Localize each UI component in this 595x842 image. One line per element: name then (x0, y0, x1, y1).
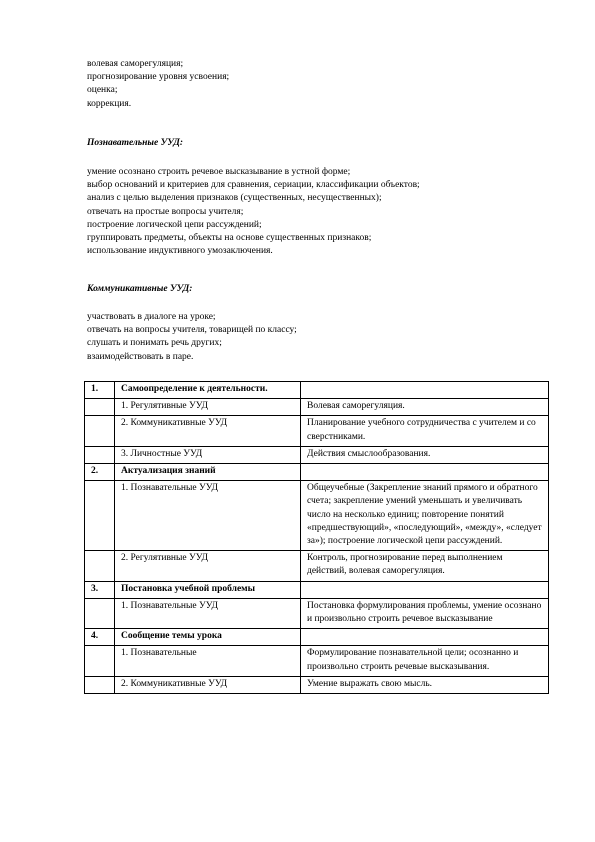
list-item: участвовать в диалоге на уроке; (87, 312, 216, 322)
list-item: оценка; (87, 85, 118, 96)
table-cell-empty (85, 481, 115, 551)
table-cell-empty (301, 629, 549, 646)
intro-list (87, 58, 229, 111)
uud-name: 3. Личностные УУД (115, 446, 301, 463)
list-item: слушать и понимать речь других; (87, 338, 222, 349)
stage-number: 4. (85, 629, 115, 646)
communicative-list (87, 311, 297, 364)
table-cell-empty (85, 416, 115, 446)
cognitive-list (87, 166, 420, 258)
table-row (85, 551, 549, 581)
cognitive-heading: Познавательные УУД: (87, 138, 184, 148)
communicative-heading: Коммуникативные УУД: (87, 284, 193, 294)
uud-name: 2. Коммуникативные УУД (115, 416, 301, 446)
table-cell-empty (85, 551, 115, 581)
uud-description: Умение выражать свою мысль. (301, 676, 549, 693)
list-item: взаимодействовать в паре. (87, 351, 194, 362)
table-cell-empty (85, 446, 115, 463)
stage-number: 1. (85, 382, 115, 399)
uud-name: 1. Познавательные (115, 646, 301, 676)
table-row (85, 382, 549, 399)
list-item: отвечать на вопросы учителя, товарищей по классу; (87, 325, 297, 336)
table-row (85, 598, 549, 628)
uud-description: Постановка формулирования проблемы, умение осознано и произвольно строить речевое высказывание (301, 598, 549, 628)
list-item: анализ с целью выделения признаков (существенных, несущественных); (87, 193, 382, 204)
table-cell-empty (301, 581, 549, 598)
stage-number: 3. (85, 581, 115, 598)
table-cell-empty (85, 676, 115, 693)
table-cell-empty (85, 399, 115, 416)
uud-description: Планирование учебного сотрудничества с учителем и со сверстниками. (301, 416, 549, 446)
uud-name: 1. Регулятивные УУД (115, 399, 301, 416)
uud-description: Волевая саморегуляция. (301, 399, 549, 416)
uud-name: 2. Регулятивные УУД (115, 551, 301, 581)
table-cell-empty (85, 598, 115, 628)
list-item: использование индуктивного умозаключения. (87, 246, 273, 257)
uud-description: Контроль, прогнозирование перед выполнением действий, волевая саморегуляция. (301, 551, 549, 581)
list-item: выбор оснований и критериев для сравнения, сериации, классификации объектов; (87, 180, 420, 191)
stage-number: 2. (85, 464, 115, 481)
table-row (85, 581, 549, 598)
uud-description: Действия смыслообразования. (301, 446, 549, 463)
table-row (85, 676, 549, 693)
table-cell-empty (301, 464, 549, 481)
list-item: волевая саморегуляция; (87, 59, 184, 69)
table-row (85, 416, 549, 446)
stage-title: Самоопределение к деятельности. (115, 382, 301, 399)
list-item: коррекция. (87, 98, 132, 109)
list-item: отвечать на простые вопросы учителя; (87, 206, 244, 217)
stage-title: Сообщение темы урока (115, 629, 301, 646)
uud-name: 2. Коммуникативные УУД (115, 676, 301, 693)
list-item: прогнозирование уровня усвоения; (87, 72, 230, 83)
table-row (85, 481, 549, 551)
table-row (85, 464, 549, 481)
uud-name: 1. Познавательные УУД (115, 598, 301, 628)
table-row (85, 646, 549, 676)
list-item: группировать предметы, объекты на основе существенных признаков; (87, 233, 372, 244)
table-row (85, 629, 549, 646)
stage-title: Постановка учебной проблемы (115, 581, 301, 598)
uud-description: Формулирование познавательной цели; осознанно и произвольно строить речевые высказывания. (301, 646, 549, 676)
list-item: умение осознано строить речевое высказывание в устной форме; (87, 167, 351, 177)
table-cell-empty (301, 382, 549, 399)
stage-title: Актуализация знаний (115, 464, 301, 481)
table-row (85, 399, 549, 416)
table-cell-empty (85, 646, 115, 676)
uud-description: Общеучебные (Закрепление знаний прямого и обратного счета; закрепление умений уменьшать и увеличивать число на несколько единиц; повторение понятий «предшествующий», «последующий», «между», «следует за»); построение логической цепи рассуждений. (301, 481, 549, 551)
lesson-stages-table (84, 381, 549, 694)
uud-name: 1. Познавательные УУД (115, 481, 301, 551)
list-item: построение логической цепи рассуждений; (87, 219, 262, 230)
table-row (85, 446, 549, 463)
